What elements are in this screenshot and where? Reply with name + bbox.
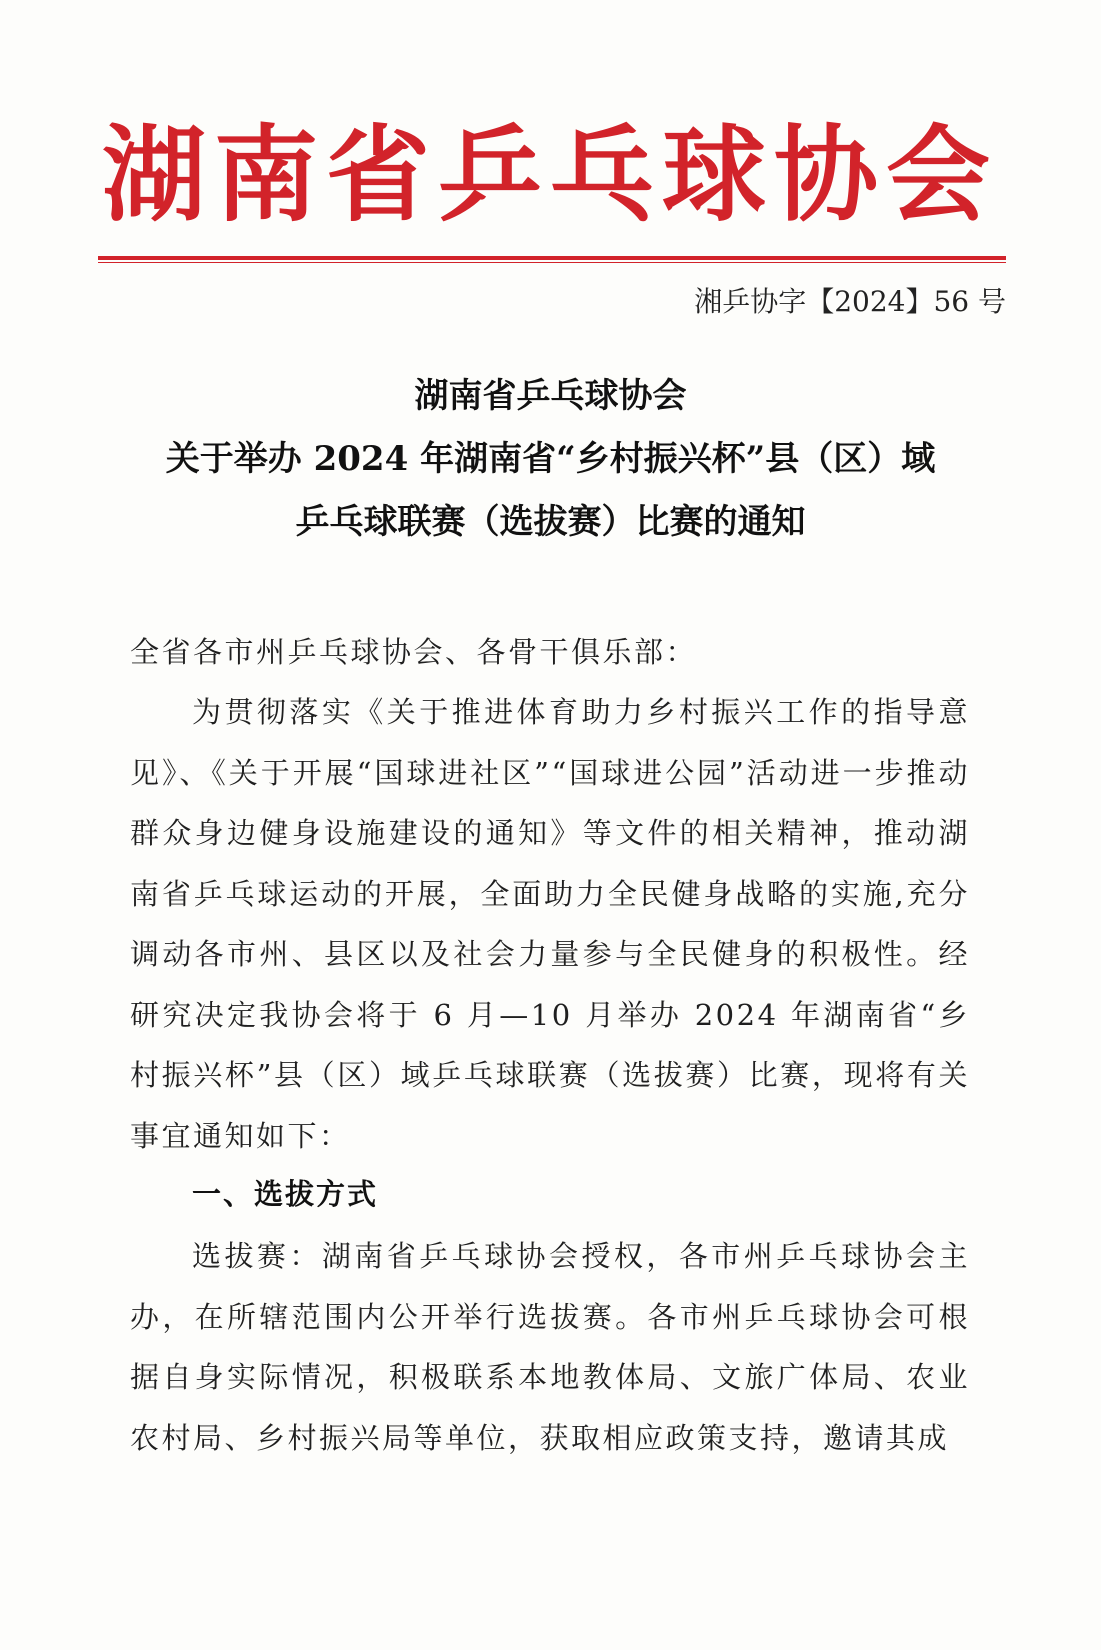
section-1-heading: 一、选拔方式 (192, 1177, 379, 1211)
title-line-2: 关于举办 2024 年湖南省“乡村振兴杯”县（区）域 (165, 439, 936, 479)
section-1-paragraph: 选拔赛：湖南省乒乓球协会授权，各市州乒乓球协会主办，在所辖范围内公开举行选拔赛。各市州乒乓球协会可根据自身实际情况，积极联系本地教体局、文旅广体局、农业农村局、乡村振兴局等单位，获取相应政策支持，邀请其成 (130, 1239, 970, 1455)
intro-paragraph: 为贯彻落实《关于推进体育助力乡村振兴工作的指导意见》、《关于开展“国球进社区”“国球进公园”活动进一步推动群众身边健身设施建设的通知》等文件的相关精神，推动湖南省乒乓球运动的开展，全面助力全民健身战略的实施,充分调动各市州、县区以及社会力量参与全民健身的积极性。经研究决定我协会将于 6 月—10 月举办 2024 年湖南省“乡村振兴杯”县（区）域乒乓球联赛（选拔赛）比赛，现将有关事宜通知如下： (130, 695, 970, 1153)
salutation: 全省各市州乒乓球协会、各骨干俱乐部： (130, 635, 698, 669)
title-line-3: 乒乓球联赛（选拔赛）比赛的通知 (295, 502, 806, 542)
letterhead-org-name: 湖南省乒乓球协会 (101, 113, 998, 236)
letterhead-red-rule (98, 256, 1006, 263)
document-number: 湘乒协字【2024】56 号 (694, 285, 1006, 318)
title-line-1: 湖南省乒乓球协会 (414, 376, 687, 416)
